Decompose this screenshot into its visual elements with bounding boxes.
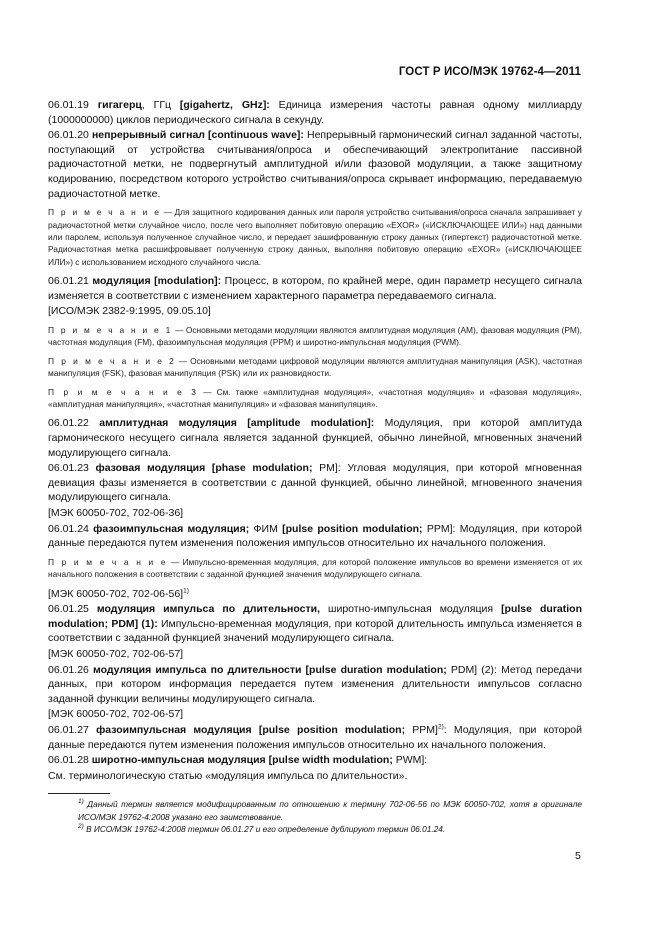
- term-number: 06.01.23: [48, 462, 89, 475]
- term-english: [amplitude modulation]:: [236, 417, 375, 430]
- note-label: П р и м е ч а н и е 1: [48, 324, 173, 335]
- term-reference: [ИСО/МЭК 2382-9:1995, 09.05.10]: [48, 305, 211, 318]
- term-reference: [МЭК 60050-702, 702-06-57]: [48, 708, 184, 721]
- note: [48, 556, 582, 581]
- term-abbr: , ГГц: [141, 99, 180, 111]
- document-header: ГОСТ Р ИСО/МЭК 19762-4—2011: [398, 66, 581, 78]
- term-abbr: PPM]:: [422, 522, 456, 535]
- term-definition: Процесс, в котором, по крайней мере, один параметр несущего сигнала изменяется в соответствии с изменением характерного параметра передаваемого сигнала.: [48, 275, 582, 302]
- term-english: [modulation]:: [150, 275, 222, 288]
- term-name: фазоимпульсная модуляция: [96, 723, 252, 736]
- note-text: — Основными методами модуляции являются амплитудная модуляция (AM), фазовая модуляция (PM), частотная модуляция (FM), фазоимпульсная модуляция (PPM) и широтно-импульсная модуляция (PWM).: [48, 324, 582, 348]
- note: [48, 355, 582, 380]
- note-label: П р и м е ч а н и е: [48, 207, 162, 218]
- term-synonym: широтно-импульсная модуляция: [320, 603, 502, 616]
- term-name: амплитудная модуляция: [99, 417, 237, 430]
- term-english: [gigahertz, GHz]:: [179, 99, 270, 111]
- note-text: — Импульсно-временная модуляция, для которой положение импульсов во времени изменяется от их начального положения в соответствии с заданной функцией значения модулирующего сигнала.: [48, 556, 583, 580]
- term-reference: [МЭК 60050-702, 702-06-36]: [48, 506, 184, 519]
- note-text: — Для защитного кодирования данных или пароля устройство считывания/опроса сначала запрашивает у радиочастотной метки случайное число, после чего выполняет побитовую операцию «EXOR» («ИСКЛЮЧАЮЩЕЕ ИЛИ») над данными или паролем, используя полученное случайное число, и передает зашифрованную строку данных (гипертекст) радиочастотной метке. Радиочастотная метка расшифровывает полученную строку данных, выполняя побитовую операцию «EXOR» («ИСКЛЮЧАЮЩЕЕ ИЛИ») с использованием исходного случайного числа.: [48, 207, 582, 267]
- term-name: фазоимпульсная модуляция;: [93, 522, 250, 535]
- footnote-separator: [48, 793, 110, 794]
- footnote-text: В ИСО/МЭК 19762-4:2008 термин 06.01.27 и его определение дублируют термин 06.01.24.: [83, 824, 446, 835]
- footnote-marker[interactable]: 1): [183, 587, 189, 595]
- footnote-text: Данный термин является модифицированным по отношению к термину 702-06-56 по МЭК 60050-702, хотя в оригинале ИСО/МЭК 19762-4:2008 указано его заимствование.: [78, 799, 582, 822]
- term-name: непрерывный сигнал: [91, 129, 205, 142]
- term-abbr: PPM]: [405, 723, 438, 736]
- term-entry-pulse-position-modulation-2: [48, 723, 582, 752]
- term-definition: Модуляция, при которой данные передаются путем изменения положения импульсов относительно их начального положения.: [48, 723, 583, 751]
- term-definition: Модуляция, при которой амплитуда гармонического несущего сигнала является заданной функцией, обычно линейной, мгновенных значений модулирующего сигнала.: [48, 417, 582, 459]
- term-definition: Единица измерения частоты равная одному миллиарду (1000000000) циклов периодического сигнала в секунду.: [48, 99, 582, 126]
- term-entry-modulation: [48, 274, 582, 303]
- term-english: [pulse duration modulation;: [301, 663, 447, 676]
- term-name: модуляция импульса по длительности: [92, 663, 302, 676]
- term-english: [phase modulation;: [205, 462, 313, 475]
- term-entry-pulse-width-modulation: [48, 753, 582, 768]
- note-text: — Основными методами цифровой модуляции являются амплитудная манипуляция (ASK), частотная манипуляция (FSK), фазовая манипуляция (PSK) или их разновидности.: [48, 355, 582, 379]
- term-abbr: PM]:: [312, 462, 341, 475]
- term-abbr: PDM] (1):: [108, 617, 158, 630]
- term-name: модуляция: [92, 275, 151, 288]
- term-name: гигагерц: [97, 99, 142, 111]
- term-entry-pulse-duration-modulation-2: [48, 663, 582, 707]
- term-entry-amplitude-modulation: [48, 416, 582, 460]
- term-abbr: PWM]:: [392, 754, 428, 767]
- term-entry-continuous-wave: [48, 128, 582, 201]
- term-definition: Непрерывный гармонический сигнал заданной частоты, поступающий от устройства считывания/опроса и обеспечивающий электропитание пассивной радиочастотной метки, не подвергнутый амплитудной и/или фазовой модуляции, а также защитному кодированию, посредством которого устройство считывания/опроса скрывает информацию, передаваемую радиочастотной метке.: [48, 129, 582, 200]
- term-number: 06.01.19: [48, 99, 89, 111]
- term-entry-phase-modulation: [48, 461, 582, 505]
- footnote-2: [48, 823, 582, 835]
- term-number: 06.01.28: [48, 754, 89, 767]
- term-definition: См. терминологическую статью «модуляция импульса по длительности».: [48, 769, 408, 782]
- term-number: 06.01.21: [48, 275, 89, 288]
- page-content: [48, 98, 582, 836]
- term-english: [continuous wave]:: [204, 129, 304, 142]
- term-entry-pulse-duration-modulation-1: [48, 602, 582, 646]
- term-english: [pulse position modulation;: [282, 522, 423, 535]
- note: [48, 324, 582, 349]
- term-number: 06.01.27: [48, 723, 89, 736]
- term-name: модуляция импульса по длительности,: [96, 603, 321, 616]
- footnote-1: [48, 798, 582, 823]
- note: [48, 206, 582, 268]
- term-english: [pulse position modulation;: [251, 723, 406, 736]
- note-label: П р и м е ч а н и е: [48, 556, 168, 567]
- term-colon: :: [443, 723, 447, 736]
- footnote-marker[interactable]: 2): [437, 723, 444, 731]
- term-number: 06.01.22: [48, 417, 89, 430]
- term-abbr: PDM] (2):: [446, 663, 497, 676]
- term-definition: Угловая модуляция, при которой мгновенная девиация фазы изменяется в соответствии с данной функцией, обычно линейной, мгновенного значения модулирующего сигнала.: [48, 462, 582, 504]
- term-definition: Метод передачи данных, при котором информация передается путем изменения длительности импульсов согласно заданной функции величины модулирующего сигнала.: [48, 663, 583, 705]
- term-number: 06.01.26: [48, 663, 89, 676]
- note: [48, 386, 582, 411]
- term-english: [pulse width modulation;: [265, 754, 393, 767]
- reference-text: [МЭК 60050-702, 702-06-56]: [48, 587, 184, 600]
- term-english: [pulse duration modulation;: [48, 603, 582, 630]
- note-label: П р и м е ч а н и е 2: [48, 355, 177, 366]
- term-definition: Импульсно-временная модуляция, при которой длительность импульса изменяется в соответствии с заданной функцией значений модулирующего сигнала.: [48, 617, 582, 645]
- footnote-number: 1): [78, 798, 84, 806]
- term-number: 06.01.25: [48, 603, 89, 616]
- term-entry-gigahertz: [48, 98, 582, 127]
- footnote-number: 2): [78, 823, 84, 831]
- note-label: П р и м е ч а н и е 3: [48, 386, 199, 397]
- term-name: широтно-импульсная модуляция: [91, 754, 266, 767]
- term-entry-pulse-position-modulation: [48, 522, 582, 551]
- term-definition: Модуляция, при которой данные передаются путем изменения положения импульсов относительно их начального положения.: [48, 522, 582, 550]
- term-reference: [МЭК 60050-702, 702-06-57]: [48, 647, 184, 660]
- term-reference: [48, 587, 582, 602]
- term-name: фазовая модуляция: [95, 462, 206, 475]
- page-number: 5: [575, 850, 581, 862]
- term-number: 06.01.24: [48, 522, 89, 535]
- term-abbr-ru: ФИМ: [249, 522, 283, 535]
- term-number: 06.01.20: [48, 129, 89, 142]
- note-text: — См. также «амплитудная модуляция», «частотная модуляция» и «фазовая модуляция», «амплитудная манипуляция», «частотная манипуляция» и «фазовая манипуляция».: [48, 386, 582, 409]
